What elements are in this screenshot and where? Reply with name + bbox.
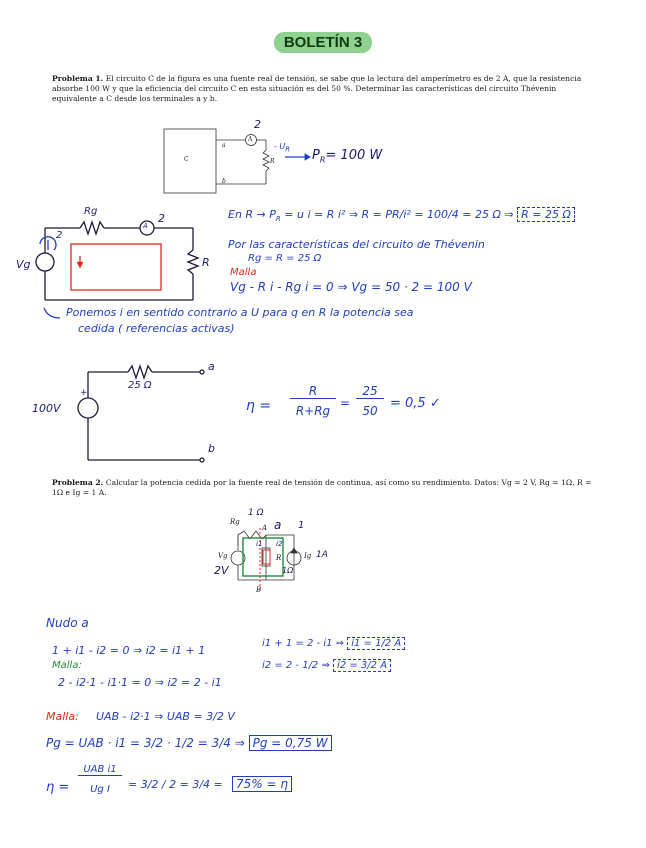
note-rg-equal: Rg = R = 25 Ω <box>248 253 322 264</box>
fig4-vg-label: Vg <box>218 552 228 560</box>
note-direction-line2: cedida ( referencias activas) <box>78 322 235 335</box>
rg-label: Rg <box>84 206 98 217</box>
fig4-node-a-hw: a <box>274 518 282 532</box>
ammeter-symbol: A <box>248 136 253 143</box>
solution-pg-line: Pg = UAB · i1 = 3/2 · 1/2 = 3/4 ⇒ Pg = 0,75 W <box>46 736 332 750</box>
fig3-source-label: 100V <box>32 402 61 415</box>
note-vg-equation: Vg - R i - Rg i = 0 ⇒ Vg = 50 · 2 = 100 V <box>230 280 472 294</box>
eta-1-lhs: η = <box>246 398 272 414</box>
result-eta-box: 75% = η <box>232 776 292 792</box>
note-thevenin: Por las características del circuito de Thévenin <box>228 238 485 251</box>
eta-1-eq: = <box>340 396 351 410</box>
fig4-node-a: A <box>262 524 268 532</box>
fig3-plus: + <box>80 388 88 398</box>
solution-node-equation: 1 + i1 - i2 = 0 ⇒ i2 = i1 + 1 <box>52 644 206 657</box>
problem-2-statement <box>52 478 600 498</box>
ammeter-2-reading: 2 <box>158 212 165 225</box>
eta-1-den2: 50 <box>362 404 378 418</box>
fig4-vg-value: 2V <box>214 564 229 577</box>
fig4-r-label: R <box>276 554 282 562</box>
result-i1-box: i1 = 1/2 A <box>347 637 405 650</box>
fig3-r-label: 25 Ω <box>128 380 152 391</box>
eta-2-lhs: η = <box>46 780 70 795</box>
solution-uab-equation: UAB - i2·1 ⇒ UAB = 3/2 V <box>96 710 235 723</box>
eta-2-den: Ug I <box>90 784 110 795</box>
eta-2-middle: = 3/2 / 2 = 3/4 = <box>128 778 223 791</box>
solution-malla-label: Malla: <box>52 660 82 671</box>
terminal-b-label: b <box>222 178 226 185</box>
problem-1-label: Problema 1. <box>52 74 104 83</box>
ammeter-reading: 2 <box>254 118 261 131</box>
current-arrow-label: 2 <box>56 230 63 241</box>
fig4-ig-label: Ig <box>304 552 312 560</box>
result-pg-box: Pg = 0,75 W <box>249 735 332 751</box>
ammeter-2-symbol: A <box>143 222 148 230</box>
eta-1-num2: 25 <box>356 384 384 399</box>
fig4-i1: i1 <box>256 540 263 548</box>
fig4-node-b: B <box>256 586 262 594</box>
solution-nodo-heading: Nudo a <box>46 616 89 630</box>
vg-label: Vg <box>16 258 31 271</box>
note-malla-label: Malla <box>230 267 257 278</box>
solution-i2-line: i2 = 2 - 1/2 ⇒ i2 = 3/2 A <box>262 660 391 671</box>
resistor-r-label: R <box>270 158 275 165</box>
fig4-rg-value: 1 Ω <box>248 508 264 518</box>
eta-2-num: UAB i1 <box>78 764 122 776</box>
problem-2-text: Calcular la potencia cedida por la fuente real de tensión de continua, así como su rendimiento. Datos: Vg = 2 V, Rg = 1Ω, R = 1Ω e Ig = 1 A. <box>52 478 592 497</box>
problem-1-text: El circuito C de la figura es una fuente real de tensión, se sabe que la lectura del amperímetro es de 2 A, que la resistencia absorbe 100 W y que la eficiencia del circuito C en esta situación es del 50 %. Determinar las características del circuito Thévenin equivalente a C desde los terminales a y b. <box>52 74 582 103</box>
fig4-i2: i2 <box>276 540 283 548</box>
fig4-ig-value: 1A <box>316 550 328 560</box>
solution-loop-equation: 2 - i2·1 - i1·1 = 0 ⇒ i2 = 2 - i1 <box>58 676 222 689</box>
eta-1-result: = 0,5 ✓ <box>390 396 441 411</box>
pr-value: $P_R= 100$ W <box>312 148 383 165</box>
eta-1-num: R <box>290 384 336 399</box>
fig4-current-in: 1 <box>298 520 305 531</box>
problem-2-label: Problema 2. <box>52 478 104 487</box>
solution-malla2-label: Malla: <box>46 710 79 723</box>
ur-label: - $U_R$ <box>274 142 290 154</box>
figure-4 <box>231 528 301 590</box>
result-r-box: R = 25 Ω <box>517 207 575 222</box>
solution-i1-line: i1 + 1 = 2 - i1 ⇒ i1 = 1/2 A <box>262 638 405 649</box>
fig3-a-label: a <box>208 360 215 373</box>
note-direction-line1: Ponemos i en sentido contrario a U para q en R la potencia sea <box>66 306 414 319</box>
terminal-a-label: a <box>222 142 226 149</box>
fig3-b-label: b <box>208 442 215 455</box>
note-power-line: En $R \to P_R = u$ i = R i² ⇒ R = PR/i² = 100/4 = 25 Ω ⇒ R = 25 Ω <box>228 208 575 223</box>
title-badge: BOLETÍN 3 <box>274 32 372 53</box>
result-i2-box: i2 = 3/2 A <box>333 659 391 672</box>
block-c-label: C <box>184 156 189 163</box>
fig4-rg-label: Rg <box>230 518 240 526</box>
eta-1-den: R+Rg <box>295 404 331 418</box>
r-label: R <box>202 256 210 269</box>
fig4-r-value: 1Ω <box>282 566 294 575</box>
